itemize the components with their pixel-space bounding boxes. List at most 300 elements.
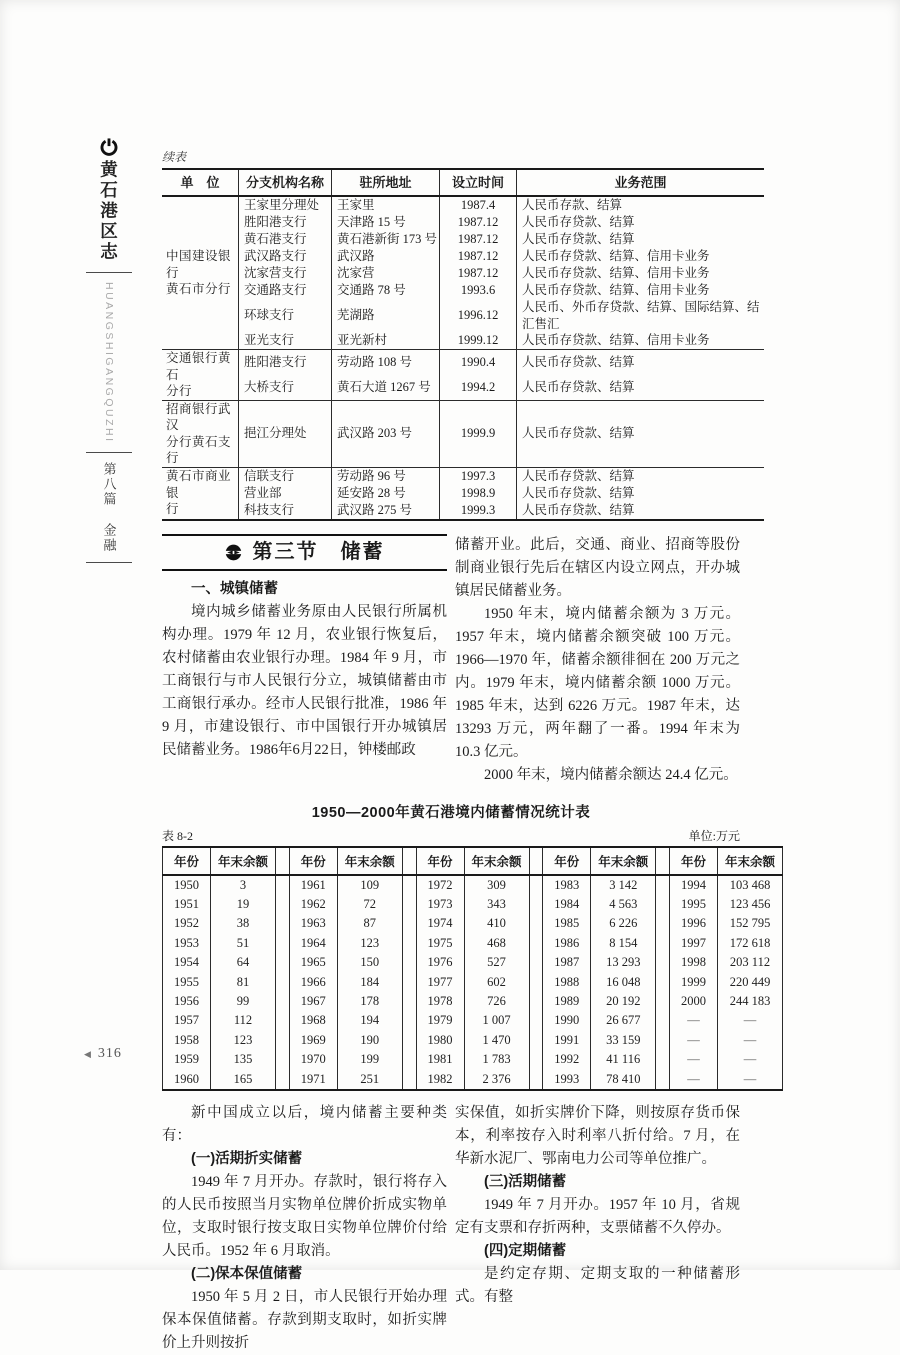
- cell: 人民币、外币存贷款、结算、国际结算、结汇售汇: [517, 299, 765, 332]
- balance-cell: 726: [464, 992, 529, 1011]
- gap-cell: [656, 1011, 670, 1030]
- year-cell: 1966: [289, 972, 337, 991]
- gap-cell: [529, 875, 543, 895]
- cell: 信联支行: [239, 467, 332, 485]
- paragraph: 1950 年末，境内储蓄余额为 3 万元。1957 年末，境内储蓄余额突破 100 万元。1966—1970 年，储蓄余额徘徊在 200 万元之内。1979 年末，境内储蓄余额 1000 万元。1985 年末，达到 6226 万元。1987 年末，达 13293 万元，两年翻了一番。1994 年末为 10.3 亿元。: [455, 605, 740, 760]
- year-cell: 1954: [163, 953, 211, 972]
- year-cell: 1992: [543, 1050, 591, 1069]
- cell: 1987.12: [440, 265, 517, 282]
- gap-cell: [402, 875, 416, 895]
- unit-cell: 交通银行黄石 分行: [162, 350, 239, 401]
- gap-cell: [529, 895, 543, 914]
- balance-cell: 251: [337, 1069, 402, 1089]
- year-cell: 1985: [543, 914, 591, 933]
- table-row: [163, 953, 783, 972]
- stats-table-label: 表 8-2: [162, 828, 193, 843]
- year-cell: 1950: [163, 875, 211, 895]
- left-triangle-icon: ◀: [84, 1048, 92, 1059]
- cell: 交通路支行: [239, 282, 332, 299]
- sidebar-divider: [86, 562, 132, 563]
- cell: 亚光新村: [332, 332, 440, 350]
- cell: 人民币存贷款、结算、信用卡业务: [517, 265, 765, 282]
- power-icon: [100, 138, 118, 156]
- gap-cell: [656, 934, 670, 953]
- year-cell: 1977: [416, 972, 464, 991]
- paragraph: 储蓄开业。此后，交通、商业、招商等股份制商业银行先后在辖区内设立网点，开办城镇居民储蓄业务。: [455, 536, 740, 599]
- year-cell: 1965: [289, 953, 337, 972]
- balance-header: 年末余额: [718, 847, 783, 875]
- balance-cell: 19: [211, 895, 276, 914]
- year-cell: 1951: [163, 895, 211, 914]
- gap-cell: [402, 895, 416, 914]
- cell: 天津路 15 号: [332, 214, 440, 231]
- table-row: [162, 214, 764, 231]
- column-header: 分支机构名称: [239, 169, 332, 196]
- year-header: 年份: [543, 847, 591, 875]
- balance-cell: 109: [337, 875, 402, 895]
- balance-cell: 123: [337, 934, 402, 953]
- stats-table-unit: 单位:万元: [688, 828, 740, 843]
- balance-cell: 220 449: [718, 972, 783, 991]
- cell: 1987.12: [440, 248, 517, 265]
- cell: 武汉路支行: [239, 248, 332, 265]
- cell: 大桥支行: [239, 375, 332, 400]
- cell: 1999.9: [440, 400, 517, 467]
- cell: 1997.3: [440, 467, 517, 485]
- year-cell: 2000: [670, 992, 718, 1011]
- gap-cell: [656, 953, 670, 972]
- table-row: [162, 196, 764, 214]
- header-row: [162, 169, 764, 196]
- paragraph: 1950 年 5 月 2 日，市人民银行开始办理保本保值储蓄。存款到期支取时，如折实牌价上升则按折: [162, 1288, 447, 1351]
- balance-cell: 13 293: [591, 953, 656, 972]
- year-cell: 1953: [163, 934, 211, 953]
- balance-cell: 1 783: [464, 1050, 529, 1069]
- balance-cell: 1 007: [464, 1011, 529, 1030]
- year-cell: 1962: [289, 895, 337, 914]
- balance-cell: 150: [337, 953, 402, 972]
- gap-cell: [529, 972, 543, 991]
- year-cell: 1999: [670, 972, 718, 991]
- text-column-left: [162, 534, 447, 787]
- gap-cell: [402, 1011, 416, 1030]
- year-cell: 1972: [416, 875, 464, 895]
- sidebar: [86, 138, 132, 572]
- cell: 1998.9: [440, 485, 517, 502]
- year-cell: 1964: [289, 934, 337, 953]
- gap-cell: [276, 992, 290, 1011]
- year-cell: 1986: [543, 934, 591, 953]
- gap-cell: [402, 914, 416, 933]
- cell: 挹江分理处: [239, 400, 332, 467]
- column-header: 单 位: [162, 169, 239, 196]
- year-cell: 1955: [163, 972, 211, 991]
- gap-cell: [529, 1031, 543, 1050]
- cell: 武汉路 203 号: [332, 400, 440, 467]
- year-cell: 1993: [543, 1069, 591, 1089]
- cell: 人民币存贷款、结算: [517, 400, 765, 467]
- balance-cell: 8 154: [591, 934, 656, 953]
- gap-cell: [529, 1050, 543, 1069]
- cell: 亚光支行: [239, 332, 332, 350]
- cell: 1987.12: [440, 214, 517, 231]
- balance-cell: 4 563: [591, 895, 656, 914]
- unit-cell: 中国建设银行 黄石市分行: [162, 196, 239, 350]
- balance-cell: —: [718, 1050, 783, 1069]
- year-cell: —: [670, 1011, 718, 1030]
- gap-cell: [402, 992, 416, 1011]
- header-row: [163, 847, 783, 875]
- year-cell: 1996: [670, 914, 718, 933]
- cell: 人民币存贷款、结算、信用卡业务: [517, 282, 765, 299]
- balance-cell: 38: [211, 914, 276, 933]
- column-header: 业务范围: [517, 169, 765, 196]
- gap-cell: [529, 1011, 543, 1030]
- year-cell: 1968: [289, 1011, 337, 1030]
- balance-cell: 184: [337, 972, 402, 991]
- cell: 劳动路 96 号: [332, 467, 440, 485]
- text-column-left: [162, 1102, 447, 1355]
- balance-cell: 3: [211, 875, 276, 895]
- balance-cell: 51: [211, 934, 276, 953]
- table-continuation-label: 续表: [162, 150, 187, 164]
- year-cell: 1960: [163, 1069, 211, 1089]
- text-column-right: [455, 1102, 740, 1355]
- cell: 沈家营支行: [239, 265, 332, 282]
- gap-cell: [656, 992, 670, 1011]
- balance-cell: 72: [337, 895, 402, 914]
- balance-cell: 343: [464, 895, 529, 914]
- balance-cell: 16 048: [591, 972, 656, 991]
- balance-cell: 527: [464, 953, 529, 972]
- table-row: [163, 992, 783, 1011]
- balance-cell: —: [718, 1069, 783, 1089]
- table-row: [162, 231, 764, 248]
- gap-cell: [656, 1031, 670, 1050]
- cell: 环球支行: [239, 299, 332, 332]
- cell: 人民币存贷款、结算: [517, 467, 765, 485]
- table-row: [162, 467, 764, 485]
- cell: 1996.12: [440, 299, 517, 332]
- year-header: 年份: [163, 847, 211, 875]
- subsection-heading: (四)定期储蓄: [484, 1242, 567, 1259]
- year-cell: 1989: [543, 992, 591, 1011]
- volume-subject: 金融: [101, 523, 117, 554]
- balance-cell: 199: [337, 1050, 402, 1069]
- year-cell: 1967: [289, 992, 337, 1011]
- year-cell: 1991: [543, 1031, 591, 1050]
- section-heading-banner: [162, 534, 447, 571]
- page-body: [162, 148, 775, 1355]
- cell: 王家里分理处: [239, 196, 332, 214]
- gap-cell: [402, 934, 416, 953]
- table-row: [163, 875, 783, 895]
- year-cell: 1982: [416, 1069, 464, 1089]
- year-cell: —: [670, 1050, 718, 1069]
- balance-cell: 6 226: [591, 914, 656, 933]
- balance-cell: 123 456: [718, 895, 783, 914]
- balance-cell: 190: [337, 1031, 402, 1050]
- balance-cell: 410: [464, 914, 529, 933]
- cell: 黄石大道 1267 号: [332, 375, 440, 400]
- cell: 人民币存贷款、结算: [517, 350, 765, 375]
- cell: 1990.4: [440, 350, 517, 375]
- balance-cell: 1 470: [464, 1031, 529, 1050]
- gap-cell: [529, 992, 543, 1011]
- balance-cell: 602: [464, 972, 529, 991]
- balance-cell: 203 112: [718, 953, 783, 972]
- balance-cell: 172 618: [718, 934, 783, 953]
- table-row: [162, 248, 764, 265]
- cell: 芜湖路: [332, 299, 440, 332]
- table-row: [162, 485, 764, 502]
- cell: 科技支行: [239, 502, 332, 520]
- cell: 人民币存贷款、结算: [517, 375, 765, 400]
- year-header: 年份: [670, 847, 718, 875]
- sidebar-divider: [86, 272, 132, 273]
- table-row: [162, 282, 764, 299]
- table-row: [163, 895, 783, 914]
- gap-cell: [656, 972, 670, 991]
- cell: 1993.6: [440, 282, 517, 299]
- year-cell: 1973: [416, 895, 464, 914]
- balance-cell: 20 192: [591, 992, 656, 1011]
- cell: 胜阳港支行: [239, 214, 332, 231]
- cell: 武汉路 275 号: [332, 502, 440, 520]
- balance-cell: 135: [211, 1050, 276, 1069]
- cell: 1994.2: [440, 375, 517, 400]
- cell: 武汉路: [332, 248, 440, 265]
- balance-cell: 78 410: [591, 1069, 656, 1089]
- balance-cell: 41 116: [591, 1050, 656, 1069]
- gap-cell: [402, 972, 416, 991]
- year-cell: 1995: [670, 895, 718, 914]
- table-row: [163, 972, 783, 991]
- gap-cell: [656, 1069, 670, 1089]
- table-row: [163, 1011, 783, 1030]
- gap-cell: [276, 1069, 290, 1089]
- gap-cell: [276, 914, 290, 933]
- year-cell: 1959: [163, 1050, 211, 1069]
- gap-cell: [656, 895, 670, 914]
- balance-cell: 33 159: [591, 1031, 656, 1050]
- balance-cell: 152 795: [718, 914, 783, 933]
- unit-cell: 黄石市商业银 行: [162, 467, 239, 520]
- year-cell: 1997: [670, 934, 718, 953]
- stats-table-title: 1950—2000年黄石港境内储蓄情况统计表: [311, 804, 591, 821]
- year-cell: 1998: [670, 953, 718, 972]
- year-cell: 1952: [163, 914, 211, 933]
- paragraph: 1949 年 7 月开办。存款时，银行将存入的人民币按照当月实物单位牌价折成实物单位，支取时银行按支取日实物单位牌价付给人民币。1952 年 6 月取消。: [162, 1173, 447, 1259]
- cell: 人民币存贷款、结算: [517, 502, 765, 520]
- year-cell: 1974: [416, 914, 464, 933]
- year-cell: 1975: [416, 934, 464, 953]
- year-cell: 1957: [163, 1011, 211, 1030]
- table-row: [162, 265, 764, 282]
- text-column-right: [455, 534, 740, 787]
- year-cell: 1969: [289, 1031, 337, 1050]
- table-row: [163, 1031, 783, 1050]
- year-cell: 1961: [289, 875, 337, 895]
- year-cell: 1988: [543, 972, 591, 991]
- table-row: [162, 332, 764, 350]
- balance-cell: —: [718, 1031, 783, 1050]
- bank-branch-table: [162, 168, 764, 521]
- year-cell: 1958: [163, 1031, 211, 1050]
- page-number-value: 316: [97, 1046, 122, 1061]
- gap-cell: [276, 953, 290, 972]
- year-cell: 1987: [543, 953, 591, 972]
- balance-cell: 123: [211, 1031, 276, 1050]
- balance-cell: 178: [337, 992, 402, 1011]
- paragraph: 实保值，如折实牌价下降，则按原存货币保本，利率按存入时利率八折付给。7 月，在华新水泥厂、鄂南电力公司等单位推广。: [455, 1104, 740, 1167]
- column-header: 设立时间: [440, 169, 517, 196]
- table-row: [162, 375, 764, 400]
- table-row: [162, 502, 764, 520]
- cell: 营业部: [239, 485, 332, 502]
- balance-cell: 165: [211, 1069, 276, 1089]
- balance-cell: 64: [211, 953, 276, 972]
- year-cell: 1983: [543, 875, 591, 895]
- table-row: [162, 299, 764, 332]
- cell: 人民币存贷款、结算: [517, 485, 765, 502]
- paragraph: 新中国成立以后，境内储蓄主要种类有：: [162, 1104, 447, 1144]
- balance-cell: —: [718, 1011, 783, 1030]
- cell: 劳动路 108 号: [332, 350, 440, 375]
- cell: 1999.12: [440, 332, 517, 350]
- unit-cell: 招商银行武汉 分行黄石支行: [162, 400, 239, 467]
- gap-cell: [656, 875, 670, 895]
- cell: 人民币存贷款、结算: [517, 231, 765, 248]
- section-heading: 第三节 储蓄: [252, 540, 385, 563]
- gap-cell: [276, 847, 290, 875]
- year-cell: 1981: [416, 1050, 464, 1069]
- gap-cell: [529, 953, 543, 972]
- balance-cell: 309: [464, 875, 529, 895]
- subsection-heading: 一、城镇储蓄: [191, 580, 278, 597]
- gap-cell: [529, 1069, 543, 1089]
- stats-table-meta: [162, 827, 740, 844]
- balance-header: 年末余额: [337, 847, 402, 875]
- balance-header: 年末余额: [464, 847, 529, 875]
- year-cell: 1978: [416, 992, 464, 1011]
- book-title-roman: HUANGSHIGANGQUZHI: [103, 281, 115, 444]
- year-header: 年份: [289, 847, 337, 875]
- year-cell: 1956: [163, 992, 211, 1011]
- gap-cell: [276, 895, 290, 914]
- paragraph: 2000 年末，境内储蓄余额达 24.4 亿元。: [484, 766, 738, 783]
- year-cell: —: [670, 1069, 718, 1089]
- gap-cell: [276, 1050, 290, 1069]
- column-header: 驻所地址: [332, 169, 440, 196]
- paragraph: 境内城乡储蓄业务原由人民银行所属机构办理。1979 年 12 月，农业银行恢复后，农村储蓄由农业银行办理。1984 年 9 月，市工商银行与市人民银行分立，城镇储蓄由市工商银行承办。经市人民银行批准，1986 年 9 月，市建设银行、市中国银行开办城镇居民储蓄业务。1986年6月22日，钟楼邮政: [162, 603, 447, 758]
- cell: 1987.12: [440, 231, 517, 248]
- gap-cell: [402, 847, 416, 875]
- gap-cell: [276, 1031, 290, 1050]
- cell: 1987.4: [440, 196, 517, 214]
- subsection-heading: (二)保本保值储蓄: [191, 1265, 303, 1282]
- gap-cell: [276, 934, 290, 953]
- table-row: [162, 400, 764, 467]
- cell: 黄石港支行: [239, 231, 332, 248]
- balance-cell: 194: [337, 1011, 402, 1030]
- balance-cell: 26 677: [591, 1011, 656, 1030]
- year-cell: 1984: [543, 895, 591, 914]
- gap-cell: [402, 1050, 416, 1069]
- savings-statistics-table: [162, 846, 783, 1091]
- gap-cell: [402, 953, 416, 972]
- year-cell: 1994: [670, 875, 718, 895]
- cell: 黄石港新街 173 号: [332, 231, 440, 248]
- book-title: 黄石港区志: [98, 160, 119, 263]
- gap-cell: [529, 847, 543, 875]
- sidebar-divider: [86, 452, 132, 453]
- balance-header: 年末余额: [591, 847, 656, 875]
- cell: 交通路 78 号: [332, 282, 440, 299]
- gap-cell: [656, 914, 670, 933]
- gap-cell: [276, 875, 290, 895]
- cell: 1999.3: [440, 502, 517, 520]
- balance-cell: 2 376: [464, 1069, 529, 1089]
- balance-cell: 103 468: [718, 875, 783, 895]
- table-row: [163, 914, 783, 933]
- cell: 人民币存贷款、结算、信用卡业务: [517, 332, 765, 350]
- cell: 人民币存贷款、结算: [517, 214, 765, 231]
- subsection-heading: (一)活期折实储蓄: [191, 1150, 303, 1167]
- page-number: [84, 1046, 122, 1062]
- paragraph: 1949 年 7 月开办。1957 年 10 月，省规定有支票和存折两种，支票储蓄不久停办。: [455, 1196, 740, 1236]
- year-cell: 1970: [289, 1050, 337, 1069]
- balance-cell: 112: [211, 1011, 276, 1030]
- gap-cell: [276, 972, 290, 991]
- cell: 沈家营: [332, 265, 440, 282]
- table-row: [162, 350, 764, 375]
- subsection-heading: (三)活期储蓄: [484, 1173, 567, 1190]
- year-cell: 1980: [416, 1031, 464, 1050]
- year-cell: 1979: [416, 1011, 464, 1030]
- table-row: [163, 1050, 783, 1069]
- cell: 胜阳港支行: [239, 350, 332, 375]
- cell: 延安路 28 号: [332, 485, 440, 502]
- gap-cell: [276, 1011, 290, 1030]
- balance-cell: 3 142: [591, 875, 656, 895]
- year-cell: 1976: [416, 953, 464, 972]
- year-cell: —: [670, 1031, 718, 1050]
- balance-cell: 87: [337, 914, 402, 933]
- year-cell: 1971: [289, 1069, 337, 1089]
- section-text-area: [162, 534, 740, 787]
- bottom-text-area: [162, 1102, 740, 1355]
- gap-cell: [529, 934, 543, 953]
- balance-cell: 81: [211, 972, 276, 991]
- cell: 人民币存款、结算: [517, 196, 765, 214]
- paragraph: 是约定存期、定期支取的一种储蓄形式。有整: [455, 1265, 740, 1305]
- gap-cell: [402, 1069, 416, 1089]
- cell: 王家里: [332, 196, 440, 214]
- split-circle-icon: [225, 544, 242, 561]
- gap-cell: [656, 1050, 670, 1069]
- balance-cell: 99: [211, 992, 276, 1011]
- table-row: [163, 934, 783, 953]
- gap-cell: [402, 1031, 416, 1050]
- gap-cell: [529, 914, 543, 933]
- balance-header: 年末余额: [211, 847, 276, 875]
- volume-label: 第八篇: [101, 462, 117, 508]
- year-header: 年份: [416, 847, 464, 875]
- year-cell: 1990: [543, 1011, 591, 1030]
- balance-cell: 244 183: [718, 992, 783, 1011]
- table-row: [163, 1069, 783, 1089]
